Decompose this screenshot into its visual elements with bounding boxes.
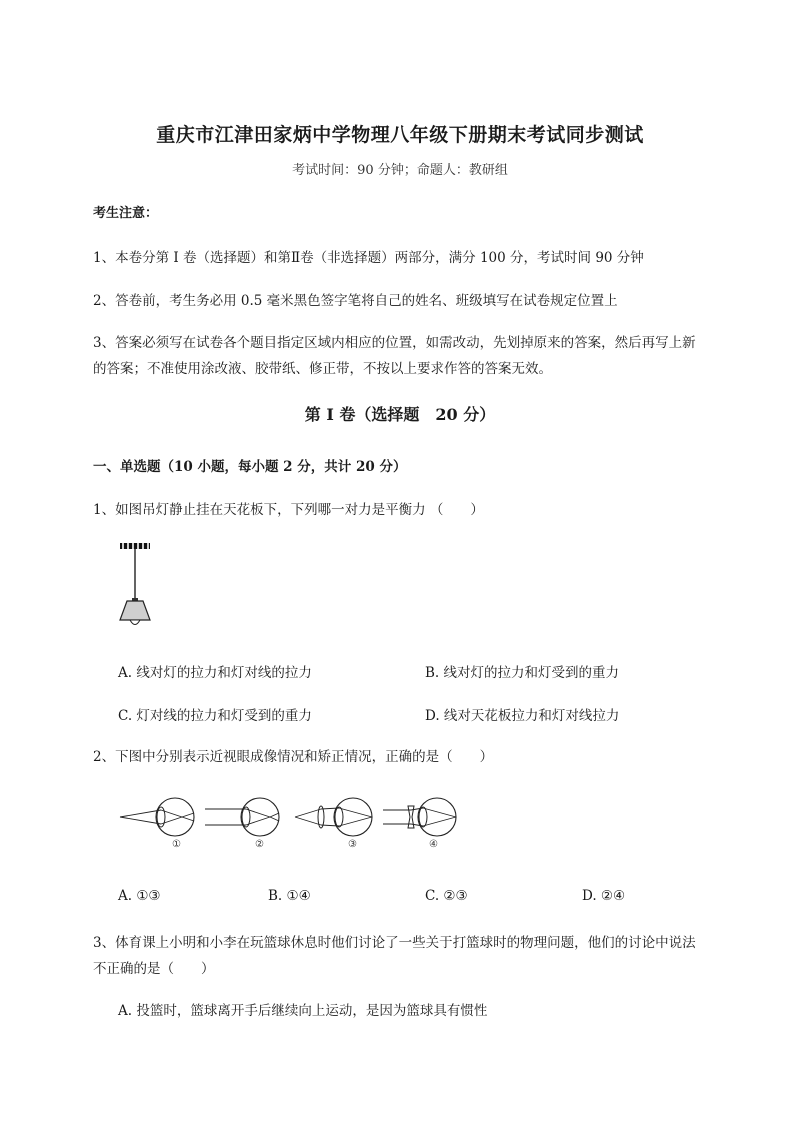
q1-option-d[interactable]: D. 线对天花板拉力和灯对线拉力 — [425, 708, 620, 724]
lamp-bulb — [130, 620, 140, 625]
question-3-stem: 3、体育课上小明和小李在玩篮球休息时他们讨论了一些关于打篮球时的物理问题，他们的讨论中说法 — [93, 935, 696, 951]
q2-option-b[interactable]: B. ①④ — [268, 888, 311, 904]
notice-item-3: 3、答案必须写在试卷各个题目指定区域内相应的位置，如需改动，先划掉原来的答案，然后再写上新 — [93, 335, 696, 351]
eye-diagram-3 — [295, 798, 372, 836]
eye-diagram-2 — [205, 798, 279, 836]
eye-diagram-4 — [383, 798, 456, 836]
q1-option-c[interactable]: C. 灯对线的拉力和灯受到的重力 — [118, 708, 312, 724]
eye-diagram-1 — [120, 798, 194, 836]
section-title: 第 I 卷（选择题 20 分） — [304, 405, 496, 424]
ceiling-hatch — [120, 543, 150, 549]
notice-item-2: 2、答卷前，考生务必用 0.5 毫米黑色签字笔将自己的姓名、班级填写在试卷规定位置上 — [93, 293, 618, 309]
q3-option-a[interactable]: A. 投篮时，篮球离开手后继续向上运动，是因为篮球具有惯性 — [118, 1003, 488, 1019]
notice-item-1: 1、本卷分第 I 卷（选择题）和第Ⅱ卷（非选择题）两部分，满分 100 分，考试时间 90 分钟 — [93, 250, 644, 266]
eye-label-1: ① — [172, 839, 181, 850]
question-2-stem: 2、下图中分别表示近视眼成像情况和矫正情况，正确的是（ ） — [93, 749, 494, 765]
q2-option-d[interactable]: D. ②④ — [582, 888, 626, 904]
part-title: 一、单选题（10 小题，每小题 2 分，共计 20 分） — [93, 459, 407, 475]
eye-label-3: ③ — [348, 839, 357, 850]
q1-option-b[interactable]: B. 线对灯的拉力和灯受到的重力 — [425, 665, 620, 681]
eye-diagrams-figure — [115, 795, 475, 855]
page-title: 重庆市江津田家炳中学物理八年级下册期末考试同步测试 — [156, 124, 644, 146]
question-3-stem-cont: 不正确的是（ ） — [93, 961, 215, 977]
notice-heading: 考生注意： — [93, 206, 159, 221]
q2-option-c[interactable]: C. ②③ — [425, 888, 468, 904]
notice-item-3-cont: 的答案；不准使用涂改液、胶带纸、修正带，不按以上要求作答的答案无效。 — [93, 361, 552, 377]
eye-label-2: ② — [255, 839, 264, 850]
exam-info: 考试时间：90 分钟；命题人：教研组 — [292, 163, 508, 178]
q1-option-a[interactable]: A. 线对灯的拉力和灯对线的拉力 — [118, 665, 312, 681]
eye-label-4: ④ — [429, 839, 438, 850]
lamp-shade — [120, 601, 150, 620]
hanging-lamp-figure — [112, 540, 162, 632]
question-1-stem: 1、如图吊灯静止挂在天花板下，下列哪一对力是平衡力 （ ） — [93, 502, 484, 518]
q2-option-a[interactable]: A. ①③ — [118, 888, 161, 904]
